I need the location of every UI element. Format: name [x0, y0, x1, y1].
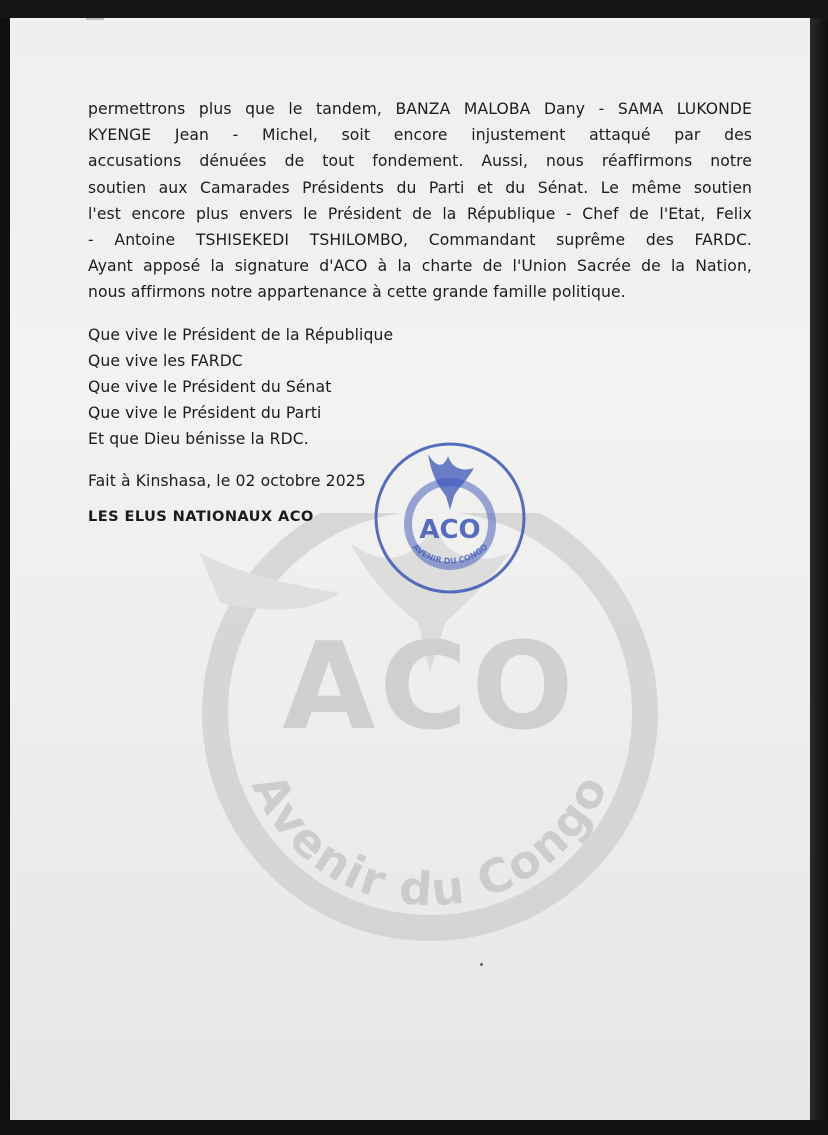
- cheer-line: Que vive le Président du Parti: [88, 403, 322, 422]
- paragraph-line: - Antoine TSHISEKEDI TSHILOMBO, Commandant suprême des FARDC.: [88, 231, 752, 250]
- paragraph-line: nous affirmons notre appartenance à cette grande famille politique.: [88, 283, 626, 302]
- paragraph-line: soutien aux Camarades Présidents du Parti et du Sénat. Le même soutien: [88, 178, 752, 197]
- signatories: LES ELUS NATIONAUX ACO: [88, 507, 314, 525]
- paragraph-line: accusations dénuées de tout fondement. Aussi, nous réaffirmons notre: [88, 152, 752, 171]
- top-frame: [0, 0, 828, 18]
- main-paragraph: [88, 96, 752, 306]
- stamp-acronym: ACO: [419, 515, 481, 545]
- paragraph-line: KYENGE Jean - Michel, soit encore injustement attaqué par des: [88, 126, 752, 145]
- stamp-ring-text: AVENIR DU CONGO: [410, 542, 490, 566]
- official-stamp: [370, 438, 530, 598]
- cheers-list: [88, 322, 752, 452]
- cheer-line: Que vive le Président du Sénat: [88, 377, 332, 396]
- paragraph-line: l'est encore plus envers le Président de la République - Chef de l'Etat, Felix: [88, 204, 752, 223]
- place-date: Fait à Kinshasa, le 02 octobre 2025: [88, 471, 366, 490]
- cheer-line: Et que Dieu bénisse la RDC.: [88, 429, 309, 448]
- watermark-acronym: ACO: [282, 618, 578, 757]
- cheer-line: Que vive les FARDC: [88, 351, 243, 370]
- watermark-motto: Avenir du Congo: [241, 765, 619, 917]
- fold-mark: [86, 18, 104, 20]
- paragraph-line: Ayant apposé la signature d'ACO à la charte de l'Union Sacrée de la Nation,: [88, 257, 752, 276]
- speck: [480, 963, 483, 966]
- right-shadow: [810, 18, 828, 1135]
- cheer-line: Que vive le Président de la République: [88, 325, 394, 344]
- bottom-frame: [0, 1120, 828, 1135]
- paragraph-line: permettrons plus que le tandem, BANZA MALOBA Dany - SAMA LUKONDE: [88, 100, 752, 118]
